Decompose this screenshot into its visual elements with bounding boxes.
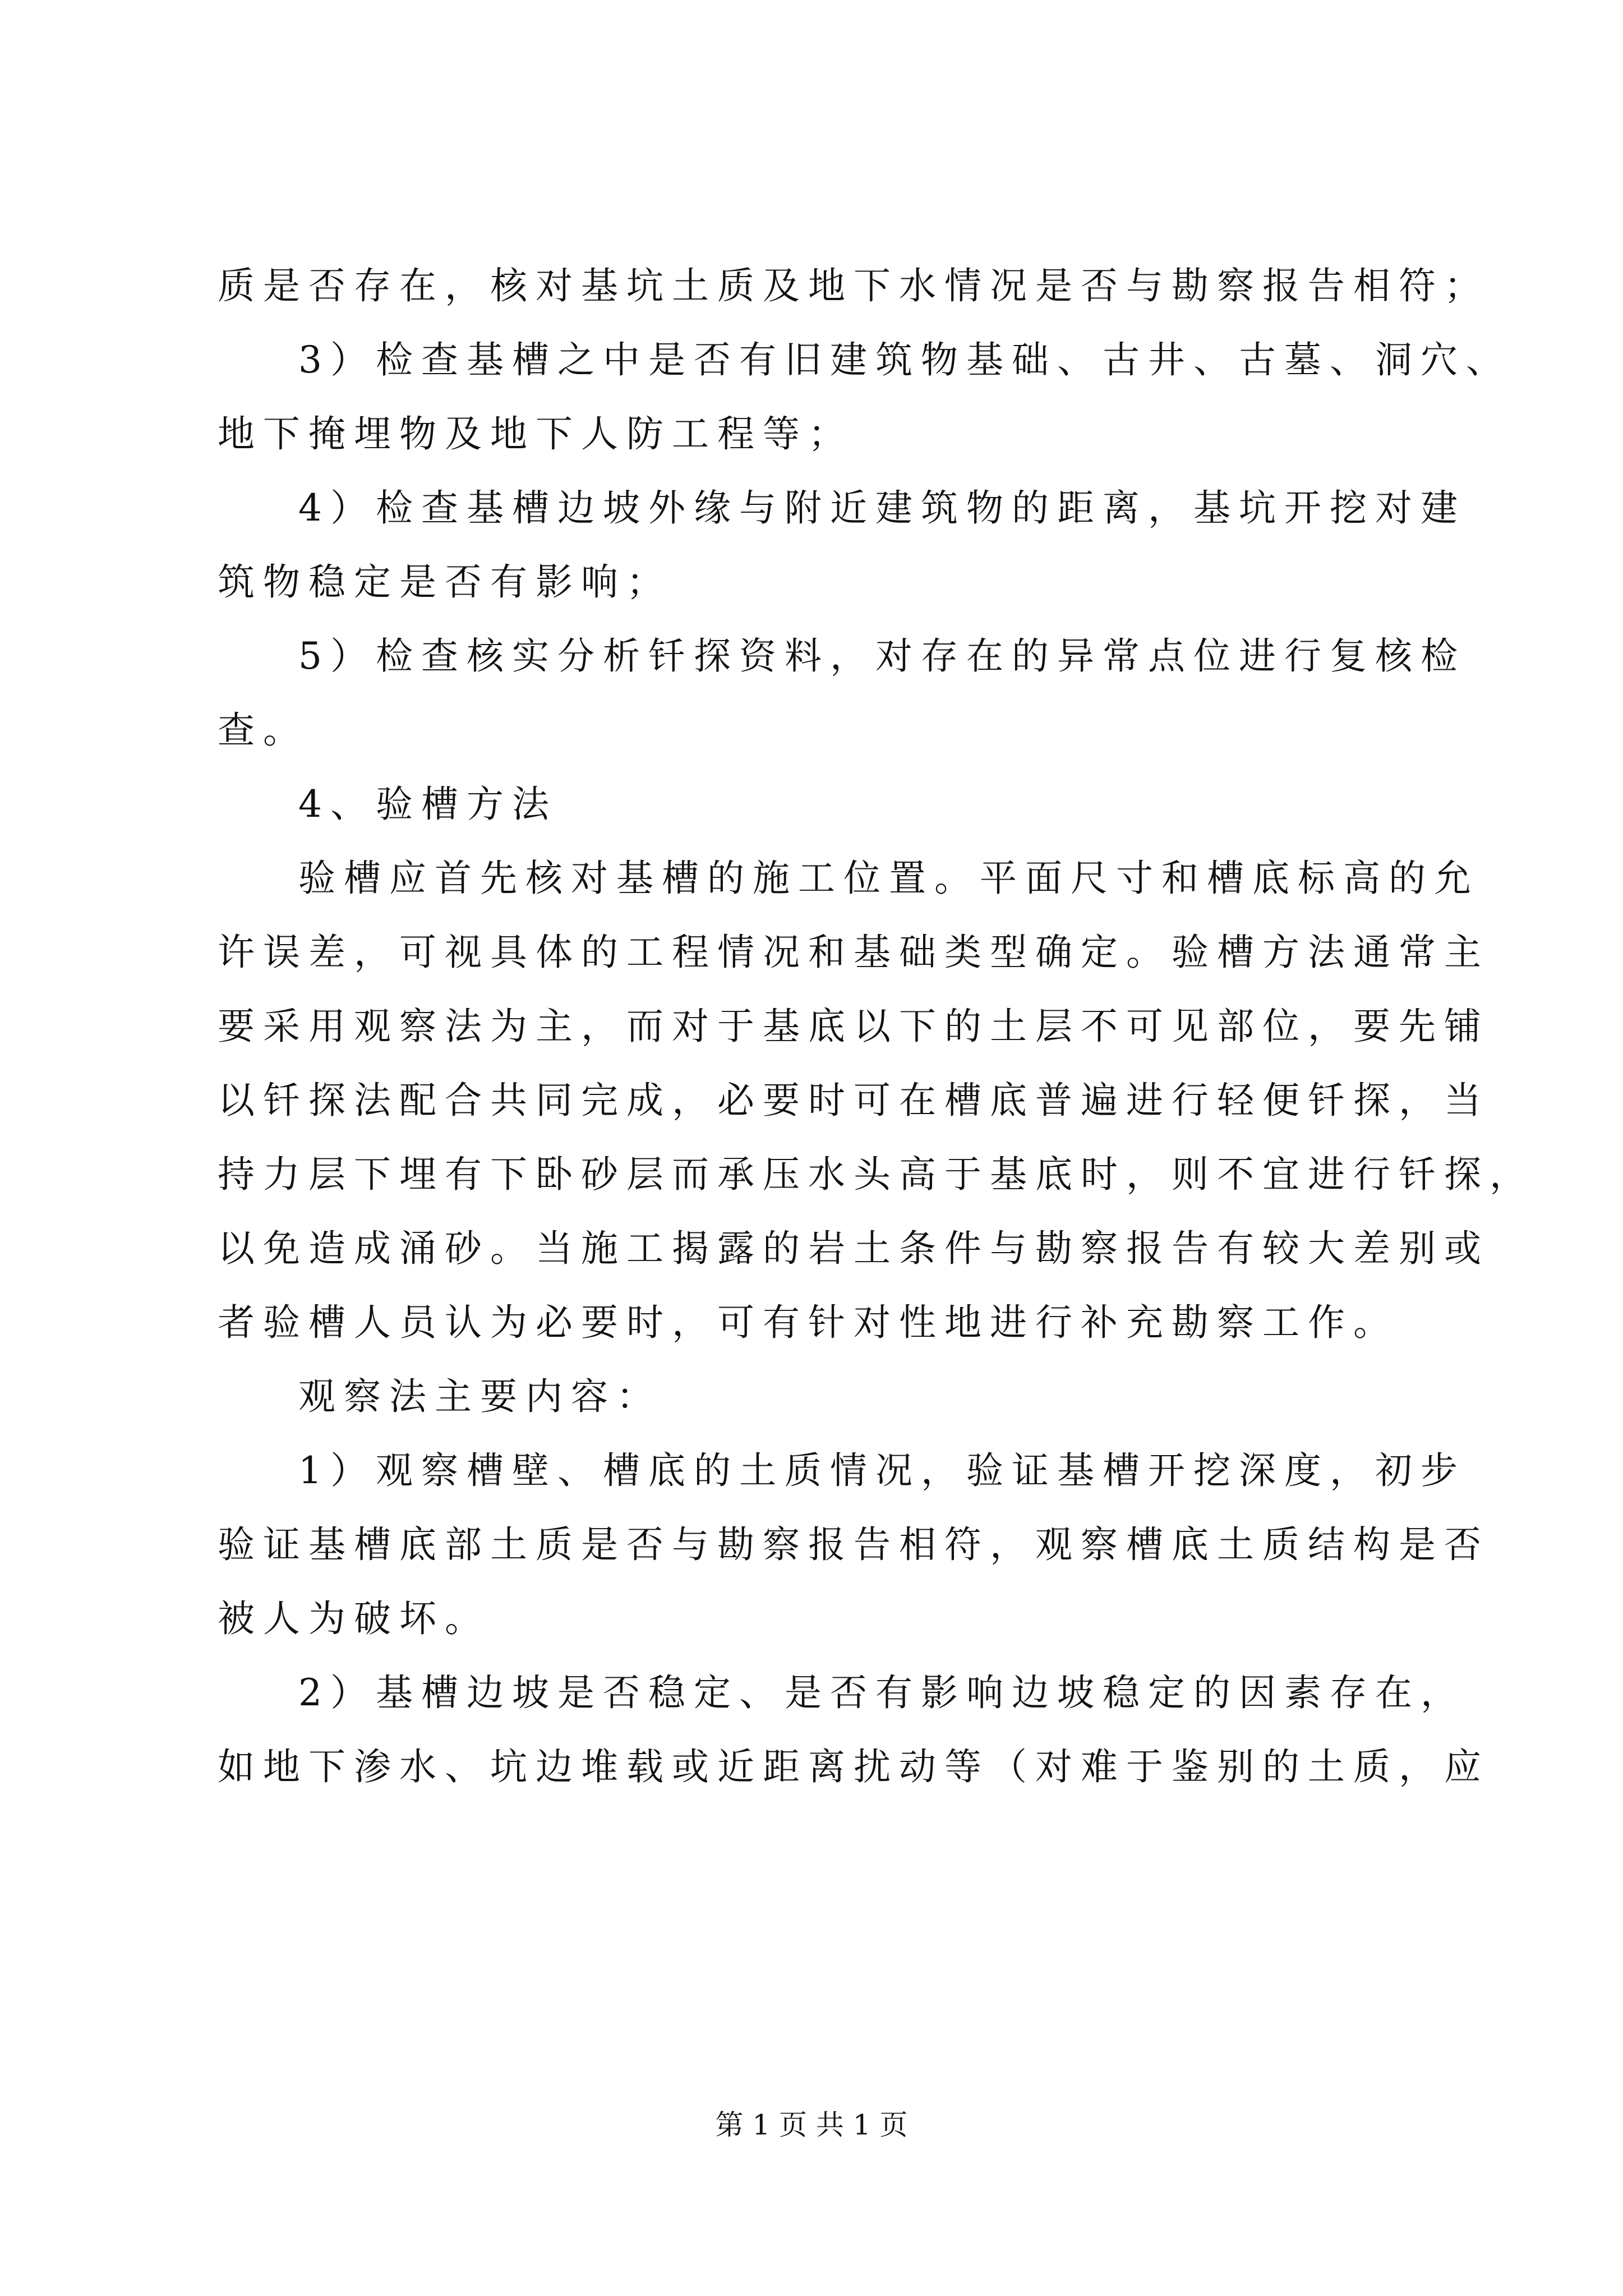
text-line: 4）检查基槽边坡外缘与附近建筑物的距离，基坑开挖对建 [298,486,1466,530]
text-line: 要采用观察法为主，而对于基底以下的土层不可见部位，要先铺 [218,1005,1490,1048]
text-line: 观察法主要内容： [298,1375,662,1418]
text-line: 验证基槽底部土质是否与勘察报告相符，观察槽底土质结构是否 [218,1523,1490,1566]
text-line: 如地下渗水、坑边堆载或近距离扰动等（对难于鉴别的土质，应 [218,1745,1490,1788]
text-line: 被人为破坏。 [218,1597,490,1640]
text-line: 以钎探法配合共同完成，必要时可在槽底普遍进行轻便钎探，当 [218,1079,1490,1122]
text-line: 质是否存在，核对基坑土质及地下水情况是否与勘察报告相符； [218,264,1490,307]
text-line: 5）检查核实分析钎探资料，对存在的异常点位进行复核检 [298,634,1466,678]
section-heading: 4、验槽方法 [298,783,557,826]
text-line: 持力层下埋有下卧砂层而承压水头高于基底时，则不宜进行钎探， [218,1153,1535,1196]
text-line: 1）观察槽壁、槽底的土质情况，验证基槽开挖深度，初步 [298,1449,1466,1492]
text-line: 2）基槽边坡是否稳定、是否有影响边坡稳定的因素存在， [298,1671,1466,1714]
text-line: 地下掩埋物及地下人防工程等； [218,412,854,455]
text-line: 3）检查基槽之中是否有旧建筑物基础、古井、古墓、洞穴、 [298,338,1511,381]
text-line: 筑物稳定是否有影响； [218,560,672,604]
text-line: 者验槽人员认为必要时，可有针对性地进行补充勘察工作。 [218,1301,1399,1344]
text-line: 查。 [218,708,308,752]
text-line: 许误差，可视具体的工程情况和基础类型确定。验槽方法通常主 [218,931,1490,974]
page-number-footer: 第 1 页 共 1 页 [715,2109,908,2141]
text-line: 以免造成涌砂。当施工揭露的岩土条件与勘察报告有较大差别或 [218,1227,1490,1270]
text-line: 验槽应首先核对基槽的施工位置。平面尺寸和槽底标高的允 [298,857,1479,900]
